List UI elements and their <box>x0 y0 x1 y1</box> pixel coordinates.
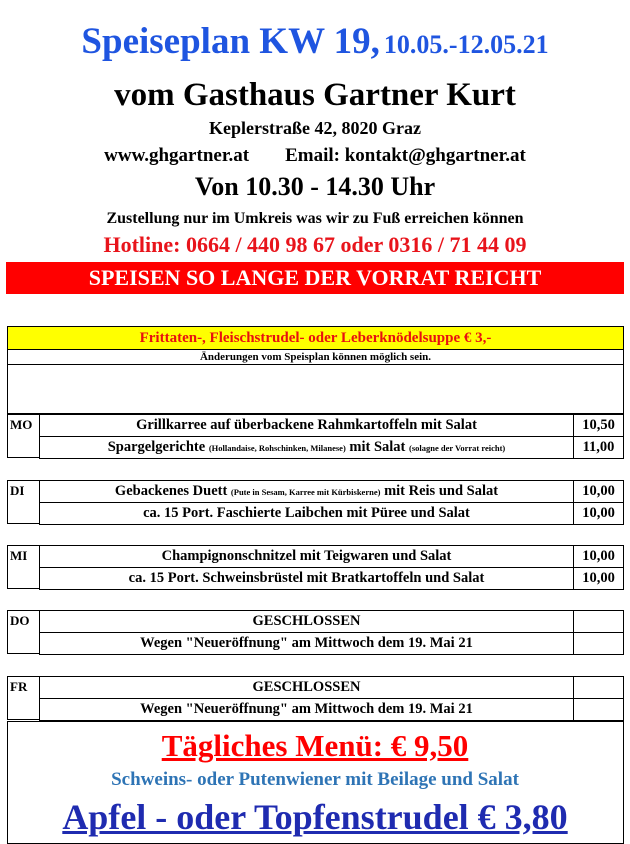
hotline: Hotline: 0664 / 440 98 67 oder 0316 / 71 44 09 <box>103 232 527 257</box>
dish-name: Wegen "Neueröffnung" am Mittwoch dem 19. Mai 21 <box>140 701 473 717</box>
dish-price <box>573 676 624 699</box>
dish-cell <box>39 545 574 568</box>
dish-name: Wegen "Neueröffnung" am Mittwoch dem 19. Mai 21 <box>140 635 473 651</box>
dish-cell <box>39 610 574 633</box>
title-dates: 10.05.-12.05.21 <box>383 30 549 59</box>
page-title <box>0 22 630 69</box>
dish-price: 10,00 <box>573 567 624 590</box>
dish-cell <box>39 414 574 437</box>
dish-price: 10,50 <box>573 414 624 437</box>
stock-banner: SPEISEN SO LANGE DER VORRAT REICHT <box>6 262 624 294</box>
dish-name: GESCHLOSSEN <box>252 679 361 695</box>
dish-name: GESCHLOSSEN <box>252 613 361 629</box>
title-main: Speiseplan KW 19, <box>81 21 380 62</box>
dish-detail: (Hollandaise, Rohschinken, Milanese) <box>208 443 346 453</box>
dish-price: 10,00 <box>573 545 624 568</box>
dish-detail: (Pute in Sesam, Karree mit Kürbiskerne) <box>230 487 381 497</box>
dish-name: Grillkarree auf überbackene Rahmkartoffeln mit Salat <box>136 417 477 433</box>
address: Keplerstraße 42, 8020 Graz <box>209 118 421 138</box>
dish-name: mit Salat <box>345 439 410 455</box>
dish-detail: (solagne der Vorrat reicht) <box>409 443 506 453</box>
dish-name: Spargelgerichte <box>107 439 209 455</box>
soup-offer: Frittaten-, Fleischstrudel- oder Leberknödelsuppe € 3,- <box>7 326 624 350</box>
dish-price <box>573 632 624 655</box>
day-code: MO <box>10 417 33 432</box>
dish-name: Champignonschnitzel mit Teigwaren und Salat <box>161 548 452 564</box>
strudel-offer: Apfel - oder Topfenstrudel € 3,80 <box>62 797 568 837</box>
restaurant-name: vom Gasthaus Gartner Kurt <box>114 77 516 113</box>
email-link[interactable]: Email: kontakt@ghgartner.at <box>285 145 526 166</box>
dish-cell <box>39 698 574 721</box>
dish-price <box>573 610 624 633</box>
day-code: DI <box>10 483 25 498</box>
day-code: FR <box>10 679 28 694</box>
dish-cell <box>39 502 574 525</box>
dish-name: ca. 15 Port. Faschierte Laibchen mit Püree und Salat <box>143 505 470 521</box>
dish-price: 11,00 <box>573 436 624 459</box>
dish-cell <box>39 567 574 590</box>
daily-menu: Tägliches Menü: € 9,50 <box>161 728 469 763</box>
dish-price: 10,00 <box>573 502 624 525</box>
dish-name: Gebackenes Duett <box>114 483 231 499</box>
day-code: DO <box>10 613 30 628</box>
dish-cell <box>39 676 574 699</box>
dish-cell <box>39 632 574 655</box>
website-link[interactable]: www.ghgartner.at <box>104 145 250 166</box>
contact-line <box>0 145 630 167</box>
dish-price <box>573 698 624 721</box>
dish-name: ca. 15 Port. Schweinsbrüstel mit Bratkartoffeln und Salat <box>128 570 485 586</box>
spacer-box <box>7 364 624 414</box>
delivery-note: Zustellung nur im Umkreis was wir zu Fuß erreichen können <box>106 210 524 227</box>
opening-hours: Von 10.30 - 14.30 Uhr <box>194 172 436 201</box>
dish-cell <box>39 480 574 503</box>
dish-cell <box>39 436 574 459</box>
day-code: MI <box>10 548 28 563</box>
dish-price: 10,00 <box>573 480 624 503</box>
dish-name: mit Reis und Salat <box>380 483 499 499</box>
daily-menu-description: Schweins- oder Putenwiener mit Beilage und Salat <box>111 769 519 790</box>
change-note: Änderungen vom Speisplan können möglich sein. <box>7 349 624 365</box>
